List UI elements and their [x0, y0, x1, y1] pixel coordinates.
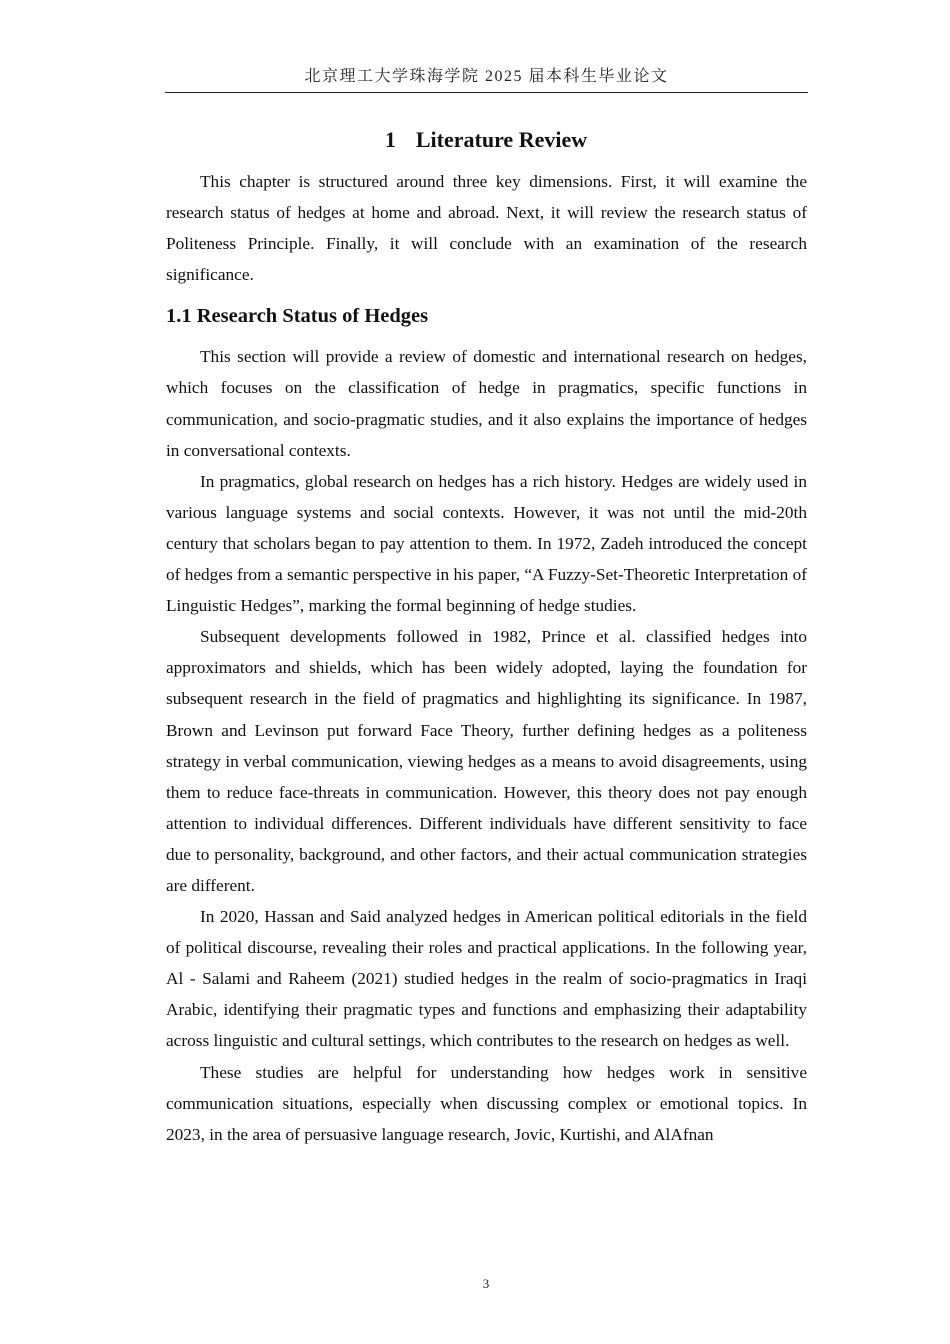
- body-paragraph-5: These studies are helpful for understanding how hedges work in sensitive communication situations, especially when discussing complex or emotional topics. In 2023, in the area of persuasive language research, Jovic, Kurtishi, and AlAfnan: [166, 1062, 807, 1144]
- section-title: 1.1 Research Status of Hedges: [166, 305, 429, 328]
- intro-paragraph: This chapter is structured around three key dimensions. First, it will examine the research status of hedges at home and abroad. Next, it will review the research status of Politeness Principle. Finally, it will conclude with an examination of the research significance.: [166, 172, 807, 285]
- chapter-title: [0, 124, 950, 156]
- running-header: 北京理工大学珠海学院 2025 届本科生毕业论文: [165, 66, 808, 93]
- body-paragraph-1: This section will provide a review of domestic and international research on hedges, which focuses on the classification of hedge in pragmatics, specific functions in communication, and socio-pragmatic studies, and it also explains the importance of hedges in conversational contexts.: [166, 347, 807, 460]
- chapter-title-text: Literature Review: [415, 127, 588, 152]
- page-body: [166, 166, 807, 1150]
- body-paragraph-2: In pragmatics, global research on hedges has a rich history. Hedges are widely used in various language systems and social contexts. However, it was not until the mid-20th century that scholars began to pay attention to them. In 1972, Zadeh introduced the concept of hedges from a semantic perspective in his paper, “A Fuzzy-Set-Theoretic Interpretation of Linguistic Hedges”, marking the formal beginning of hedge studies.: [166, 471, 807, 616]
- body-paragraph-3: Subsequent developments followed in 1982, Prince et al. classified hedges into approximators and shields, which has been widely adopted, laying the foundation for subsequent research in the field of pragmatics and highlighting its significance. In 1987, Brown and Levinson put forward Face Theory, further defining hedges as a politeness strategy in verbal communication, viewing hedges as a means to avoid disagreements, using them to reduce face-threats in communication. However, this theory does not pay enough attention to individual differences. Different individuals have different sensitivity to face due to personality, background, and other factors, and their actual communication strategies are different.: [166, 627, 807, 895]
- page-number: 3: [482, 1276, 490, 1291]
- body-paragraph-4: In 2020, Hassan and Said analyzed hedges in American political editorials in the field of political discourse, revealing their roles and practical applications. In the following year, Al - Salami and Raheem (2021) studied hedges in the realm of socio-pragmatics in Iraqi Arabic, identifying their pragmatic types and functions and emphasizing their adaptability across linguistic and cultural settings, which contributes to the research on hedges as well.: [166, 907, 807, 1051]
- chapter-number: 1: [384, 127, 396, 152]
